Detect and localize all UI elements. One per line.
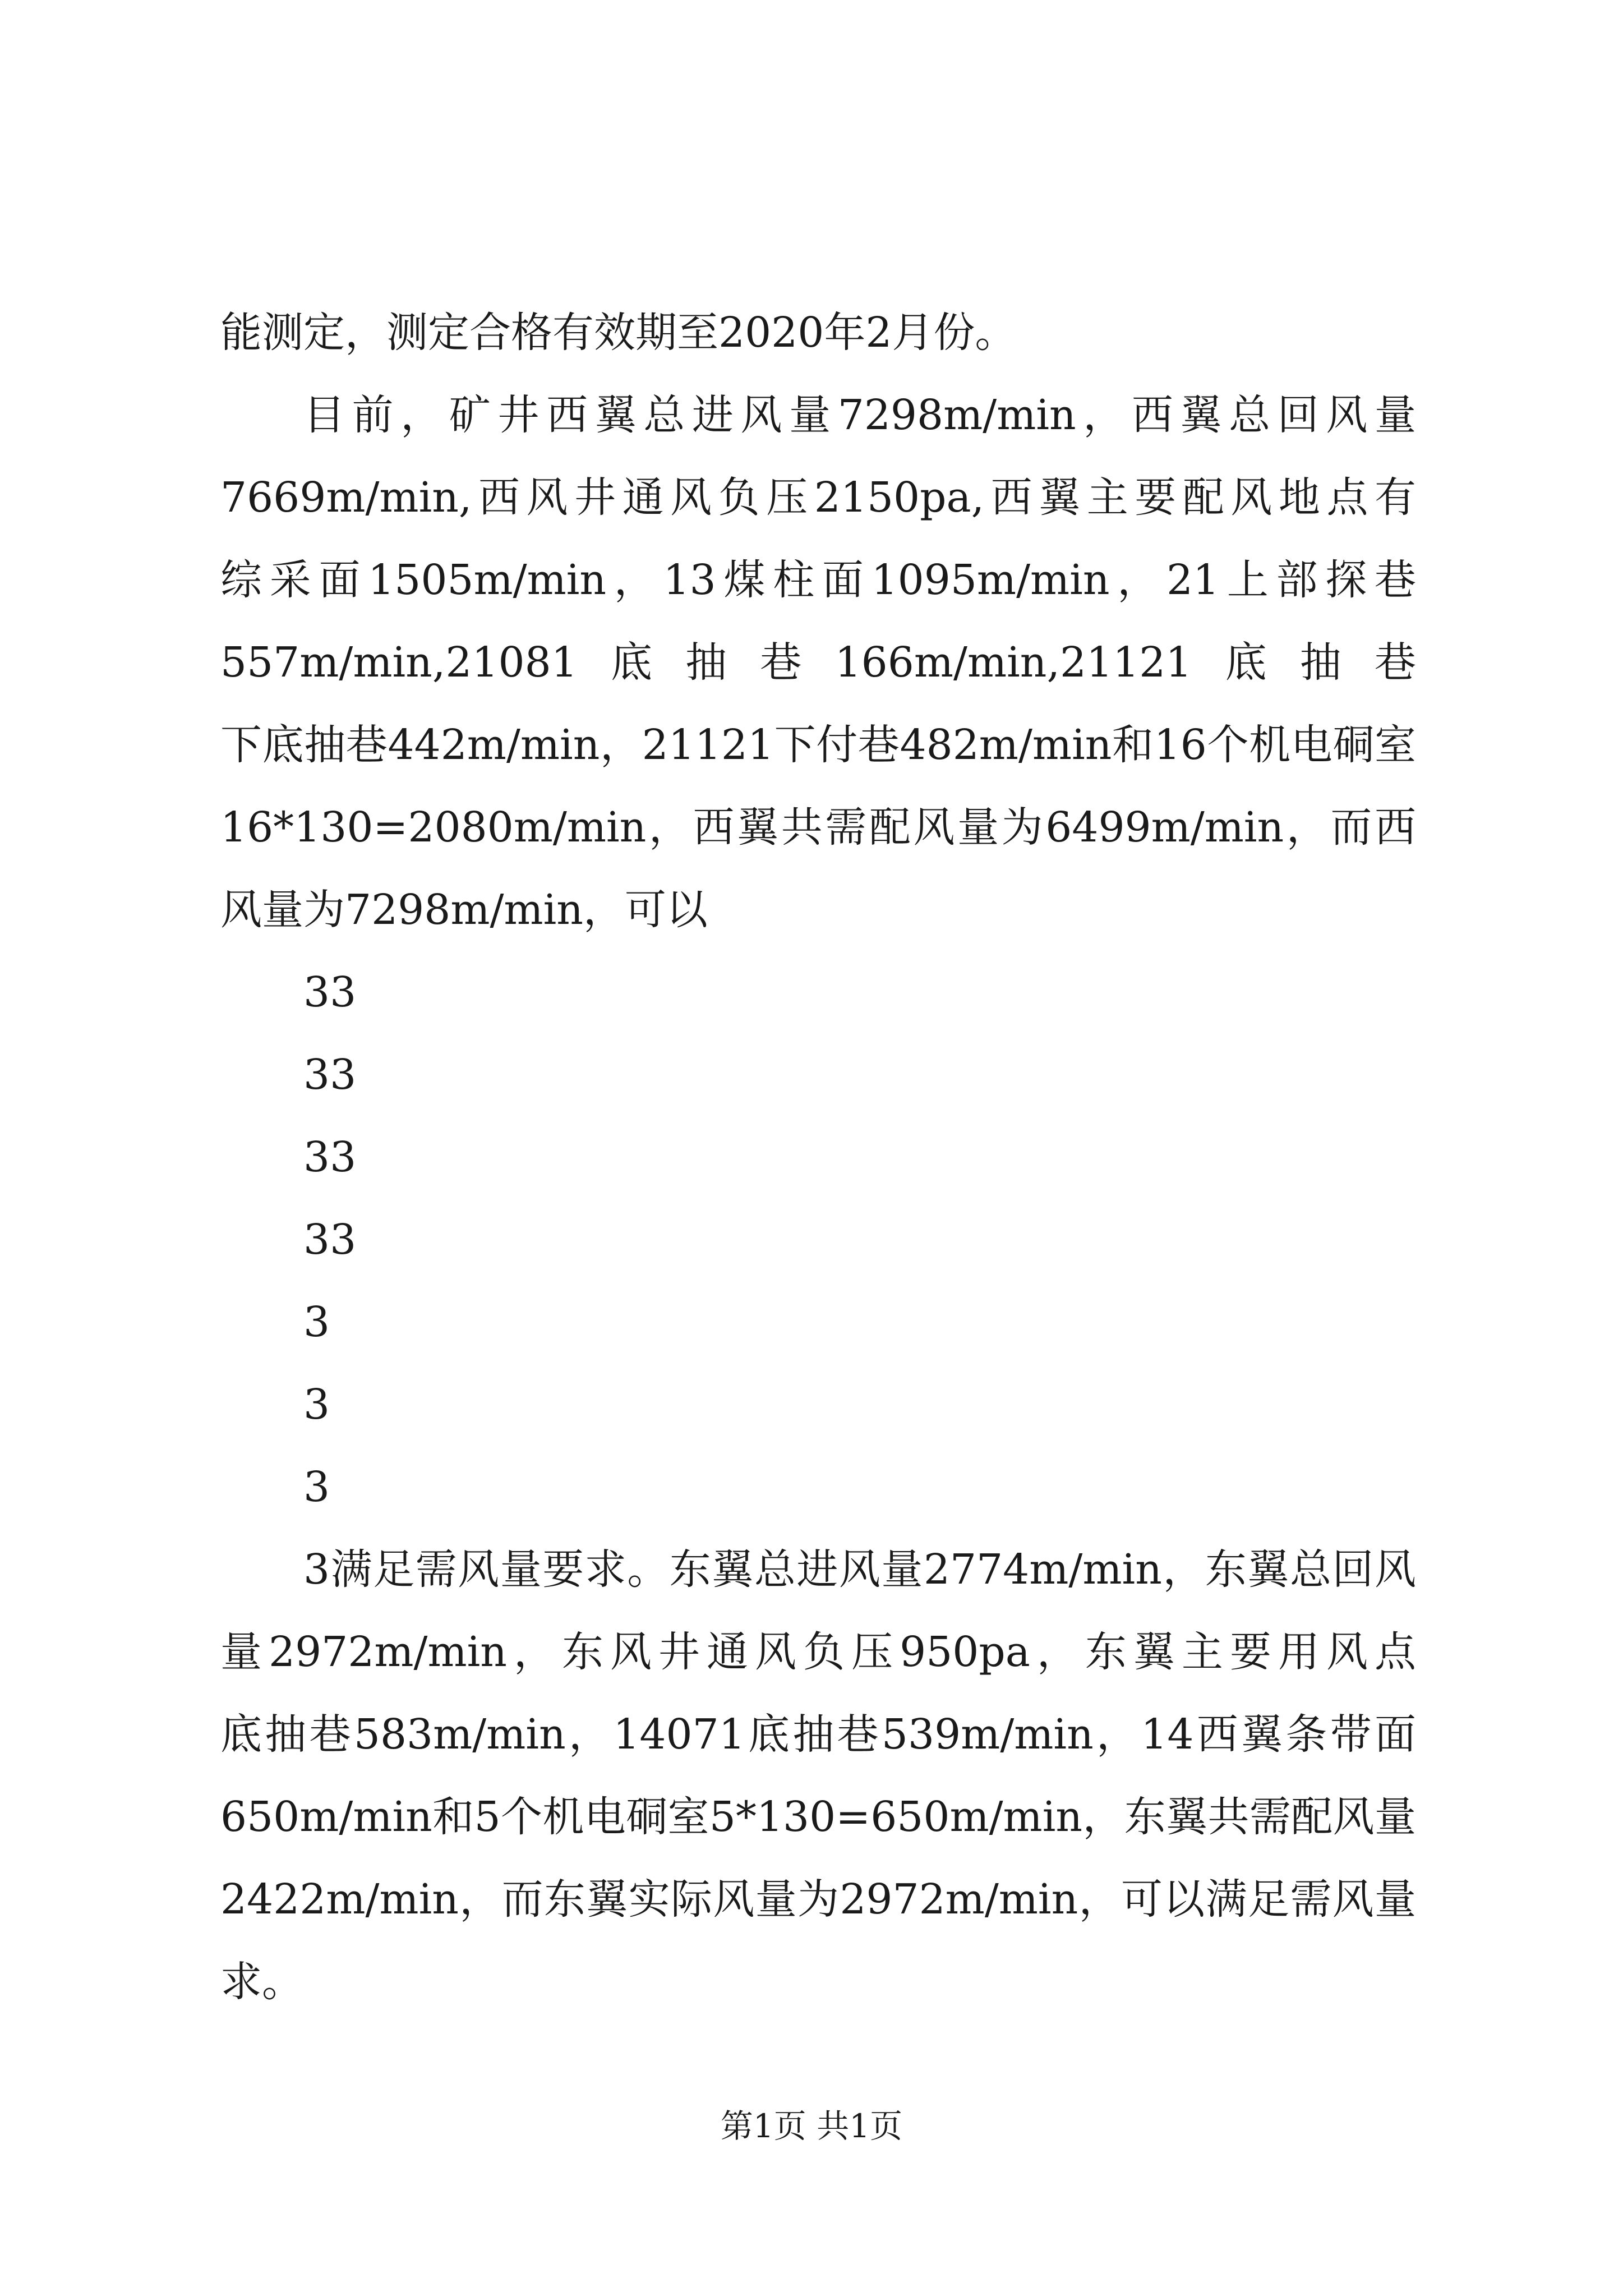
text-line: 16*130=2080m/min，西翼共需配风量为6499m/min，而西 bbox=[220, 803, 1416, 852]
text-line: 量2972m/min，东风井通风负压950pa，东翼主要用风点 bbox=[220, 1628, 1416, 1676]
text-line: 3 bbox=[303, 1298, 330, 1346]
text-line: 650m/min和5个机电硐室5*130=650m/min，东翼共需配风量 bbox=[220, 1793, 1416, 1841]
document-body bbox=[220, 292, 1416, 2023]
page-footer: 第1页 共1页 bbox=[720, 2107, 903, 2145]
text-line: 目前，矿井西翼总进风量7298m/min，西翼总回风量 bbox=[303, 391, 1416, 439]
text-line: 能测定，测定合格有效期至2020年2月份。 bbox=[220, 309, 1017, 357]
text-line: 求。 bbox=[220, 1958, 303, 2006]
text-line: 3 bbox=[303, 1463, 330, 1511]
text-line: 33 bbox=[303, 1216, 357, 1264]
text-line: 风量为7298m/min，可以 bbox=[220, 886, 708, 934]
text-line: 2422m/min，而东翼实际风量为2972m/min，可以满足需风量 bbox=[220, 1875, 1416, 1924]
text-line: 33 bbox=[303, 1051, 357, 1099]
text-line: 底抽巷583m/min，14071底抽巷539m/min，14西翼条带面 bbox=[220, 1710, 1416, 1759]
text-line: 3 bbox=[303, 1381, 330, 1429]
text-line: 33 bbox=[303, 1133, 357, 1181]
text-line: 3满足需风量要求。东翼总进风量2774m/min，东翼总回风 bbox=[303, 1545, 1416, 1594]
text-line: 综采面1505m/min，13煤柱面1095m/min，21上部探巷 bbox=[220, 556, 1416, 604]
text-line: 557m/min,21081底抽巷166m/min,21121底抽巷 bbox=[220, 638, 1416, 687]
text-line: 下底抽巷442m/min，21121下付巷482m/min和16个机电硐室 bbox=[220, 721, 1416, 769]
text-line: 33 bbox=[303, 968, 357, 1016]
text-line: 7669m/min,西风井通风负压2150pa,西翼主要配风地点有 bbox=[220, 473, 1416, 522]
